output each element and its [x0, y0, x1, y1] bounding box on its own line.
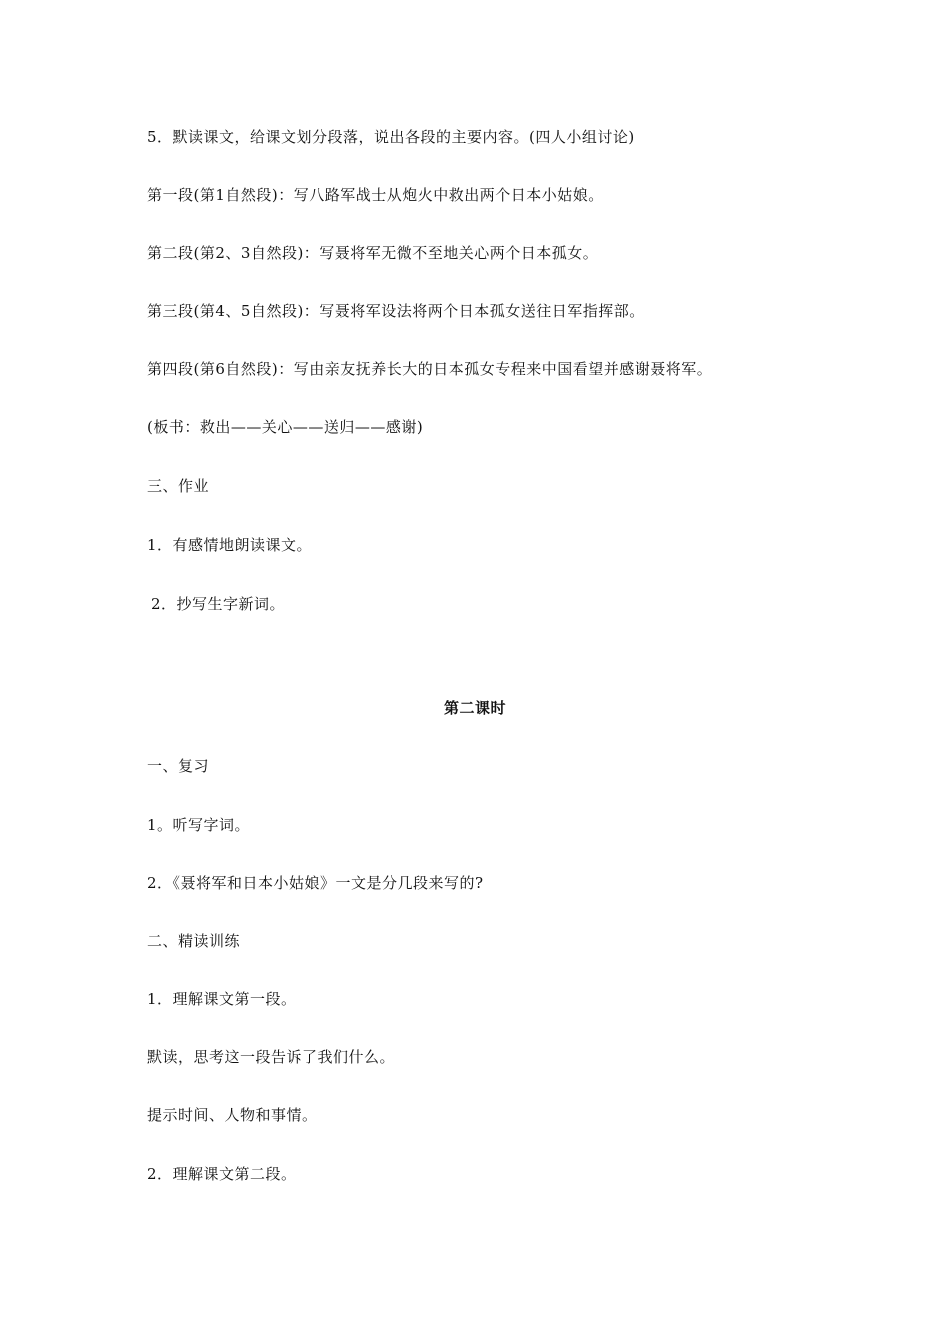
paragraph-section-2: 第二段(第2、3自然段)：写聂将军无微不至地关心两个日本孤女。	[147, 244, 599, 262]
blackboard-note: (板书：救出——关心——送归——感谢)	[147, 418, 424, 436]
homework-item-2: 2．抄写生字新词。	[151, 595, 286, 613]
paragraph-task-5: 5．默读课文，给课文划分段落，说出各段的主要内容。(四人小组讨论)	[147, 128, 635, 146]
paragraph-section-4: 第四段(第6自然段)：写由亲友抚养长大的日本孤女专程来中国看望并感谢聂将军。	[147, 360, 713, 378]
review-item-1: 1。听写字词。	[147, 816, 251, 834]
section-heading-homework: 三、作业	[147, 477, 210, 495]
homework-item-1: 1．有感情地朗读课文。	[147, 536, 313, 554]
section-heading-review: 一、复习	[147, 757, 210, 775]
reading-hint: 提示时间、人物和事情。	[147, 1106, 318, 1124]
reading-instruction: 默读，思考这一段告诉了我们什么。	[147, 1048, 396, 1066]
paragraph-section-1: 第一段(第1自然段)：写八路军战士从炮火中救出两个日本小姑娘。	[147, 186, 604, 204]
paragraph-section-3: 第三段(第4、5自然段)：写聂将军设法将两个日本孤女送往日军指挥部。	[147, 302, 645, 320]
review-item-2: 2．《聂将军和日本小姑娘》一文是分几段来写的?	[147, 874, 484, 892]
reading-item-2: 2．理解课文第二段。	[147, 1165, 297, 1183]
section-heading-reading: 二、精读训练	[147, 932, 241, 950]
lesson-title: 第二课时	[443, 699, 506, 717]
reading-item-1: 1．理解课文第一段。	[147, 990, 297, 1008]
